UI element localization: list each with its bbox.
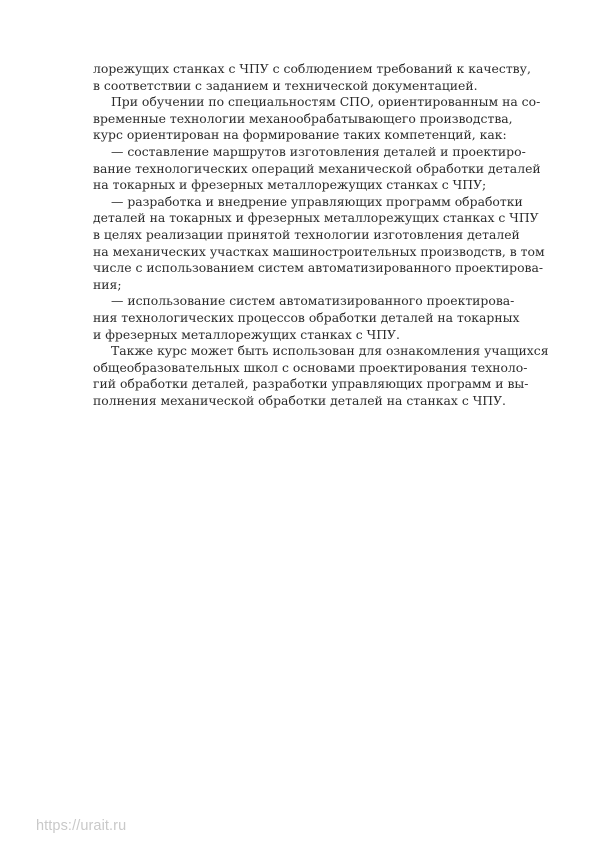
text-line: полнения механической обработки деталей на станках с ЧПУ. [93, 392, 506, 408]
text-line: временные технологии механообрабатывающего производства, [93, 110, 513, 126]
text-line: ния технологических процессов обработки деталей на токарных [93, 309, 520, 325]
text-line: ния; [93, 276, 122, 292]
text-line: — использование систем автоматизированного проектирова- [111, 293, 515, 309]
text-line: и фрезерных металлорежущих станках с ЧПУ. [93, 326, 400, 342]
text-line: на токарных и фрезерных металлорежущих станках с ЧПУ; [93, 177, 487, 193]
list-item-competency-3 [93, 293, 520, 343]
text-line: числе с использованием систем автоматизированного проектирова- [93, 260, 544, 276]
list-item-competency-1 [93, 143, 541, 194]
text-line: Также курс может быть использован для ознакомления учащихся [111, 343, 549, 359]
list-item-competency-2 [93, 193, 545, 294]
paragraph-2 [93, 94, 541, 144]
paragraph-1 [93, 61, 531, 94]
text-line: вание технологических операций механической обработки деталей [93, 160, 541, 176]
text-line: — разработка и внедрение управляющих программ обработки [111, 193, 523, 209]
page-body-text [93, 61, 549, 409]
text-line: в соответствии с заданием и технической документацией. [93, 77, 478, 93]
text-line: деталей на токарных и фрезерных металлорежущих станках с ЧПУ [93, 210, 539, 226]
text-line: — составление маршрутов изготовления деталей и проектиро- [111, 143, 526, 159]
watermark-url: https://urait.ru [36, 818, 127, 834]
text-line: в целях реализации принятой технологии изготовления деталей [93, 226, 520, 242]
text-line: на механических участках машиностроительных производств, в том [93, 243, 545, 259]
text-line: общеобразовательных школ с основами проектирования техноло- [93, 359, 528, 375]
paragraph-6 [93, 343, 549, 409]
text-line: лорежущих станках с ЧПУ с соблюдением требований к качеству, [93, 61, 531, 76]
text-line: гий обработки деталей, разработки управляющих программ и вы- [93, 376, 529, 392]
text-line: курс ориентирован на формирование таких компетенций, как: [93, 127, 507, 143]
text-line: При обучении по специальностям СПО, ориентированным на со- [111, 94, 541, 110]
